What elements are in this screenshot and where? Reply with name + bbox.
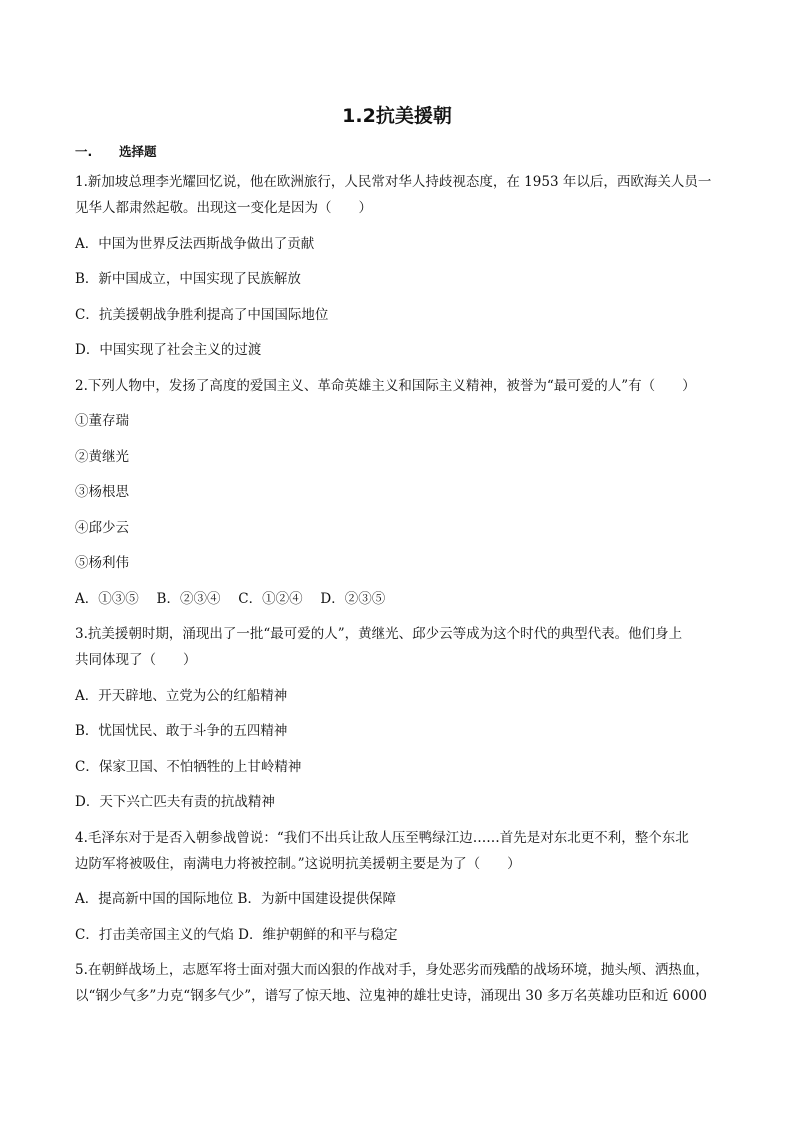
question-4 xyxy=(75,828,720,945)
option-line: ④邱少云 xyxy=(75,519,129,536)
option-line: A．提高新中国的国际地位 B．为新中国建设提供保障 xyxy=(75,891,396,907)
question-stem-line: 共同体现了（ ） xyxy=(75,652,197,668)
question-stem-line: 5.在朝鲜战场上，志愿军将士面对强大而凶狠的作战对手，身处恶劣而残酷的战场环境，抛头颅、洒热血， xyxy=(75,962,709,978)
option-line: A．中国为世界反法西斯战争做出了贡献 xyxy=(75,235,315,252)
section-heading xyxy=(75,143,157,161)
question-stem-line: 边防军将被吸住，南满电力将被控制。”这说明抗美援朝主要是为了（ ） xyxy=(75,855,521,872)
option-line: A．①③⑤ B．②③④ C．①②④ D．②③⑤ xyxy=(75,590,386,607)
option-line: ⑤杨利伟 xyxy=(75,555,129,571)
option-line: ③杨根思 xyxy=(75,484,129,500)
page-title: 1.2抗美援朝 xyxy=(342,105,452,127)
option-line: B．新中国成立，中国实现了民族解放 xyxy=(75,271,301,287)
section-number: 一. xyxy=(75,144,93,159)
question-stem-line: 1.新加坡总理李光耀回忆说，他在欧洲旅行，人民常对华人持歧视态度，在 1953 年以后，西欧海关人员一 xyxy=(75,174,712,190)
question-1 xyxy=(75,172,720,360)
option-line: B．忧国忧民、敢于斗争的五四精神 xyxy=(75,723,288,739)
option-line: D．天下兴亡匹夫有责的抗战精神 xyxy=(75,794,275,810)
question-stem-line: 4.毛泽东对于是否入朝参战曾说：“我们不出兵让敌人压至鸭绿江边……首先是对东北更不利，整个东北 xyxy=(75,829,689,846)
question-3 xyxy=(75,624,720,812)
question-stem-line: 以“钢少气多”力克“钢多气少”，谱写了惊天地、泣鬼神的雄壮史诗，涌现出 30 多万名英雄功臣和近 6000 xyxy=(75,988,708,1004)
option-line: A．开天辟地、立党为公的红船精神 xyxy=(75,687,288,704)
option-line: C．打击美帝国主义的气焰 D．维护朝鲜的和平与稳定 xyxy=(75,926,398,943)
option-line: C．抗美援朝战争胜利提高了中国国际地位 xyxy=(75,306,329,323)
question-5 xyxy=(75,960,720,1006)
option-line: D．中国实现了社会主义的过渡 xyxy=(75,342,262,358)
section-label: 选择题 xyxy=(119,144,157,159)
question-stem-line: 见华人都肃然起敬。出现这一变化是因为（ ） xyxy=(75,200,372,216)
question-list xyxy=(75,172,720,1006)
question-stem-line: 3.抗美援朝时期，涌现出了一批“最可爱的人”，黄继光、邱少云等成为这个时代的典型代表。他们身上 xyxy=(75,626,683,642)
option-line: ①董存瑞 xyxy=(75,413,129,429)
option-line: C．保家卫国、不怕牺牲的上甘岭精神 xyxy=(75,758,302,775)
question-2 xyxy=(75,376,720,609)
option-line: ②黄继光 xyxy=(75,448,129,465)
question-stem-line: 2.下列人物中，发扬了高度的爱国主义、革命英雄主义和国际主义精神，被誉为“最可爱的人”有（ ） xyxy=(75,377,696,394)
